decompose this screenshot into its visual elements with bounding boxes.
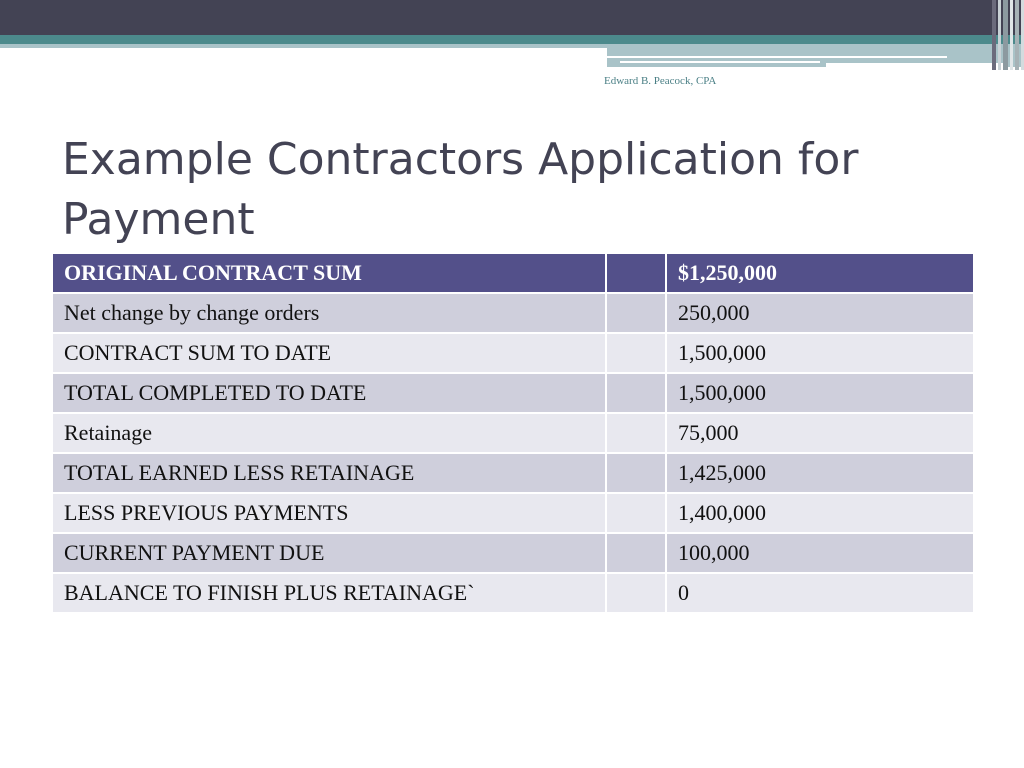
table-header-row (52, 253, 974, 293)
row-label: CONTRACT SUM TO DATE (52, 333, 606, 373)
table-row (52, 413, 974, 453)
blank-cell (606, 333, 666, 373)
decorative-line (607, 56, 947, 58)
author-credit: Edward B. Peacock, CPA (604, 75, 717, 87)
table-row (52, 453, 974, 493)
row-value: 1,425,000 (666, 453, 974, 493)
row-value: 250,000 (666, 293, 974, 333)
blank-cell (606, 293, 666, 333)
row-label: Net change by change orders (52, 293, 606, 333)
teal-stripe (0, 35, 1024, 44)
table-row (52, 493, 974, 533)
blank-cell (606, 493, 666, 533)
row-value: 75,000 (666, 413, 974, 453)
row-label: Retainage (52, 413, 606, 453)
row-label: LESS PREVIOUS PAYMENTS (52, 493, 606, 533)
table-row (52, 333, 974, 373)
row-label: ORIGINAL CONTRACT SUM (52, 253, 606, 293)
decorative-vertical-bars (992, 0, 1024, 70)
blank-cell (606, 413, 666, 453)
table-row (52, 533, 974, 573)
table-row (52, 573, 974, 613)
table-row (52, 373, 974, 413)
row-label: CURRENT PAYMENT DUE (52, 533, 606, 573)
blank-cell (606, 453, 666, 493)
payment-table (51, 252, 975, 614)
row-value: 1,400,000 (666, 493, 974, 533)
header-band (0, 0, 1024, 35)
row-value: 1,500,000 (666, 333, 974, 373)
blank-cell (606, 253, 666, 293)
blank-cell (606, 373, 666, 413)
row-value: $1,250,000 (666, 253, 974, 293)
blank-cell (606, 573, 666, 613)
decorative-line (620, 61, 820, 63)
slide-title: Example Contractors Application for Payment (62, 134, 859, 245)
row-value: 0 (666, 573, 974, 613)
row-label: TOTAL EARNED LESS RETAINAGE (52, 453, 606, 493)
row-value: 1,500,000 (666, 373, 974, 413)
row-label: BALANCE TO FINISH PLUS RETAINAGE` (52, 573, 606, 613)
row-value: 100,000 (666, 533, 974, 573)
row-label: TOTAL COMPLETED TO DATE (52, 373, 606, 413)
blank-cell (606, 533, 666, 573)
table-row (52, 293, 974, 333)
decorative-line (826, 63, 1006, 67)
